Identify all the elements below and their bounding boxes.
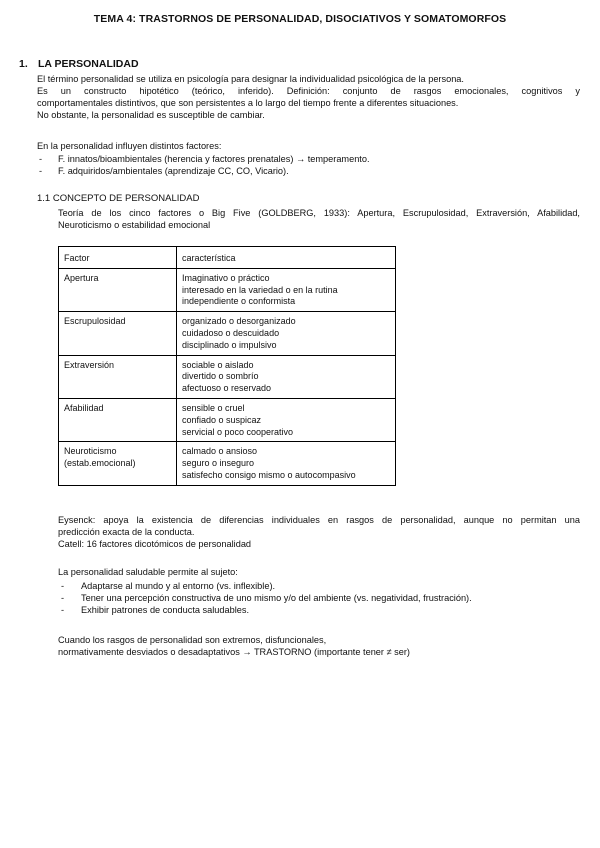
- text-line: normativamente desviados o desadaptativos → TRASTORNO (importante tener ≠ ser): [58, 647, 410, 657]
- section-number: 1.: [19, 58, 28, 70]
- table-row: [59, 268, 396, 311]
- text-line: No obstante, la personalidad es susceptible de cambiar.: [37, 110, 265, 120]
- text-line: Neuroticismo o estabilidad emocional: [58, 220, 211, 230]
- catell-line: Catell: 16 factores dicotómicos de personalidad: [58, 539, 252, 549]
- table-header-row: [59, 247, 396, 269]
- factor-cell: Apertura: [59, 268, 177, 311]
- table-row: [59, 312, 396, 355]
- big-five-paragraph: [58, 207, 580, 231]
- list-item: - F. innatos/bioambientales (herencia y factores prenatales) → temperamento.: [39, 154, 370, 164]
- traits-cell: calmado o ansioso seguro o inseguro satisfecho consigo mismo o autocompasivo: [177, 442, 396, 485]
- section-title: LA PERSONALIDAD: [38, 58, 139, 70]
- factors-list: [37, 153, 580, 177]
- intro-paragraph: [37, 73, 580, 121]
- text-line: El término personalidad se utiliza en psicología para designar la individualidad psicológica de la persona.: [37, 74, 464, 84]
- traits-cell: organizado o desorganizado cuidadoso o descuidado disciplinado o impulsivo: [177, 312, 396, 355]
- text-line: Es un constructo hipotético (teórico, inferido). Definición: conjunto de rasgos emocionales, cognitivos y: [37, 86, 580, 96]
- factors-intro: En la personalidad influyen distintos factores:: [37, 141, 222, 151]
- text-line: Eysenck: apoya la existencia de diferencias individuales en rasgos de personalidad, aunque no permitan una: [58, 515, 580, 525]
- table-row: [59, 398, 396, 441]
- traits-cell: sociable o aislado divertido o sombrío afectuoso o reservado: [177, 355, 396, 398]
- text-line: Teoría de los cinco factores o Big Five (GOLDBERG, 1933): Apertura, Escrupulosidad, Extraversión, Afabilidad,: [58, 208, 580, 218]
- table-row: [59, 355, 396, 398]
- table-header-factor: Factor: [59, 247, 177, 269]
- factor-cell: Neuroticismo (estab.emocional): [59, 442, 177, 485]
- subsection-heading: 1.1 CONCEPTO DE PERSONALIDAD: [37, 193, 200, 204]
- table-header-characteristic: característica: [177, 247, 396, 269]
- factor-cell: Extraversión: [59, 355, 177, 398]
- healthy-intro: La personalidad saludable permite al sujeto:: [58, 567, 238, 577]
- text-line: predicción exacta de la conducta.: [58, 527, 195, 537]
- conclusion-paragraph: [58, 634, 580, 658]
- factor-cell: Afabilidad: [59, 398, 177, 441]
- eysenck-paragraph: [58, 514, 580, 550]
- text-line: comportamentales distintivos, que son persistentes a lo largo del tiempo frente a diferentes situaciones.: [37, 98, 459, 108]
- text-line: Cuando los rasgos de personalidad son extremos, disfuncionales,: [58, 635, 327, 645]
- table-row: [59, 442, 396, 485]
- factor-cell: Escrupulosidad: [59, 312, 177, 355]
- list-item: - F. adquiridos/ambientales (aprendizaje CC, CO, Vicario).: [39, 166, 289, 176]
- healthy-list: [58, 580, 600, 616]
- list-item: - Exhibir patrones de conducta saludables.: [61, 605, 250, 615]
- list-item: - Tener una percepción constructiva de uno mismo y/o del ambiente (vs. negatividad, frustración).: [61, 593, 472, 603]
- list-item: - Adaptarse al mundo y al entorno (vs. inflexible).: [61, 581, 276, 591]
- traits-cell: sensible o cruel confiado o suspicaz servicial o poco cooperativo: [177, 398, 396, 441]
- big-five-table: [58, 246, 396, 486]
- page-title: TEMA 4: TRASTORNOS DE PERSONALIDAD, DISOCIATIVOS Y SOMATOMORFOS: [93, 13, 507, 25]
- traits-cell: Imaginativo o práctico interesado en la variedad o en la rutina independiente o conformista: [177, 268, 396, 311]
- section-heading: [19, 58, 139, 70]
